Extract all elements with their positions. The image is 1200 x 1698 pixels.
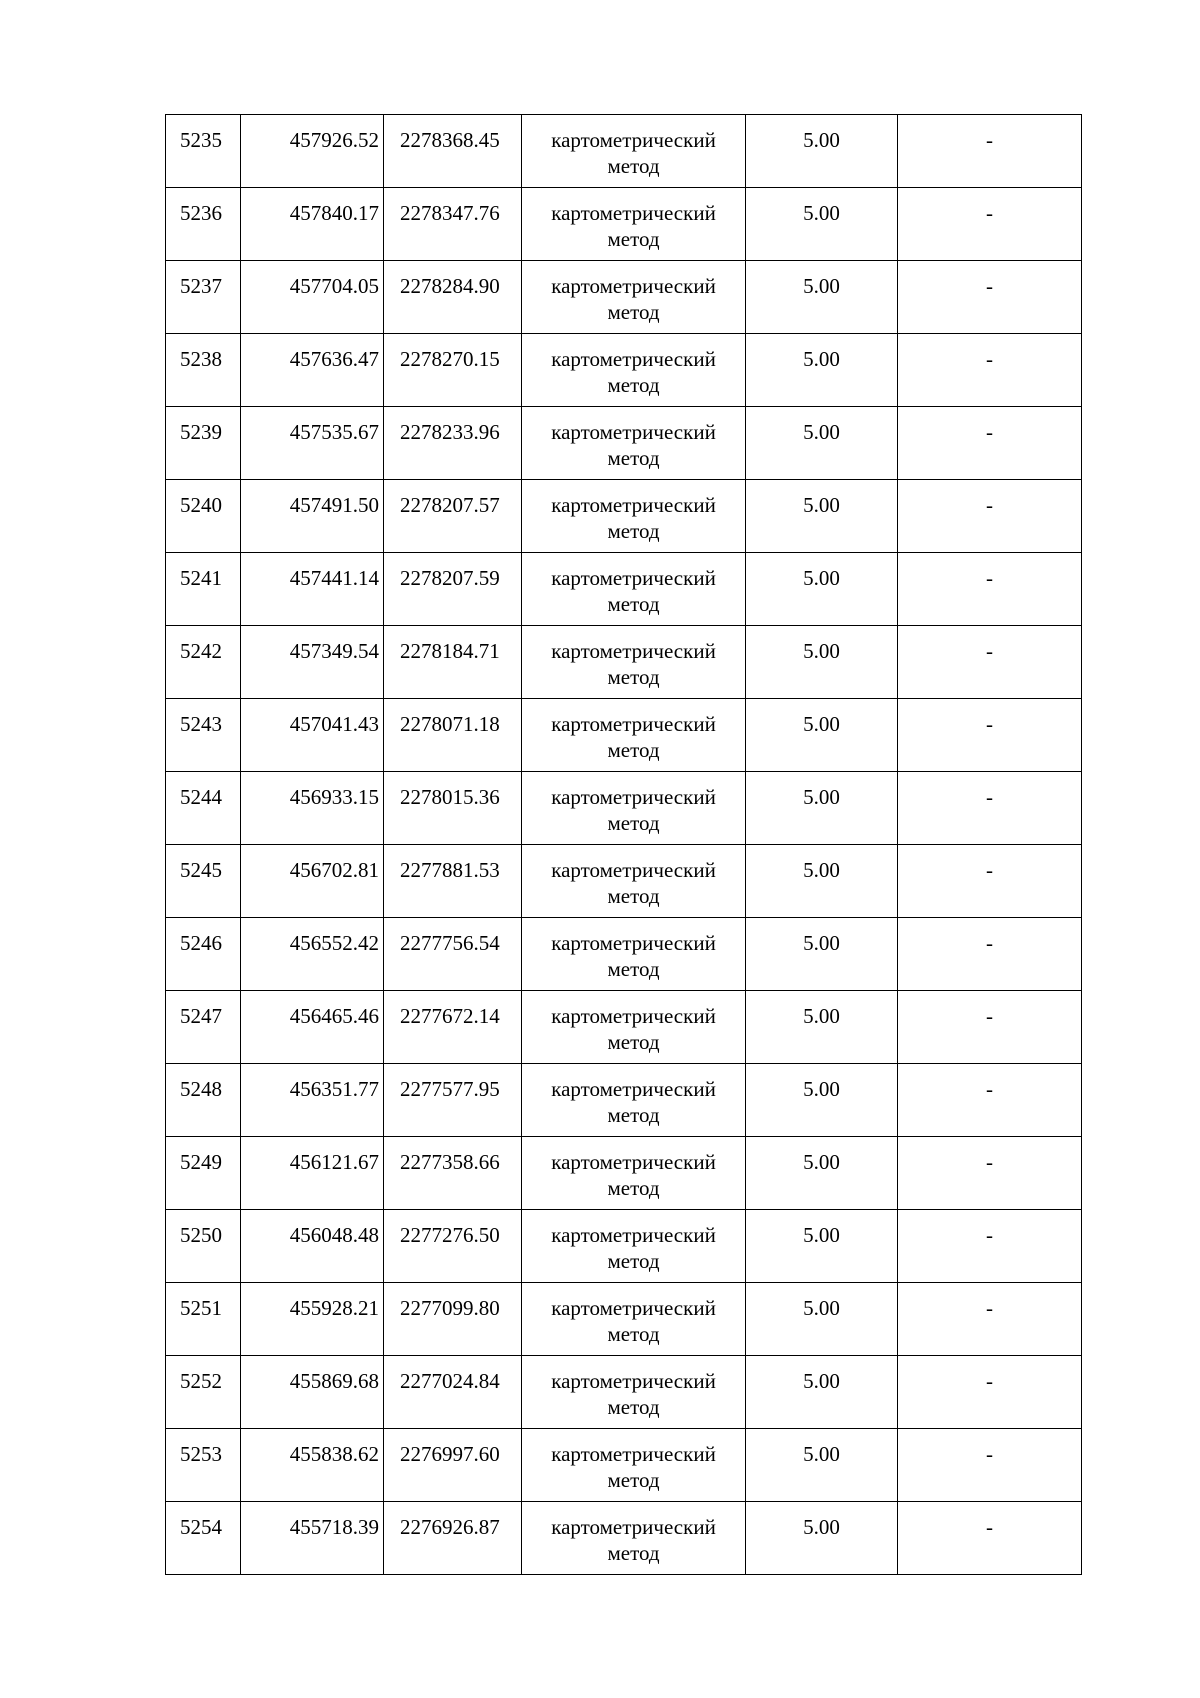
point-number-cell: 5249: [166, 1137, 241, 1210]
method-line-2: метод: [607, 665, 660, 689]
method-line-1: картометрический: [551, 639, 716, 663]
method-line-2: метод: [607, 300, 660, 324]
description-cell: -: [898, 1502, 1082, 1575]
table-row: [166, 115, 1082, 188]
description-cell: -: [898, 334, 1082, 407]
point-number-cell: 5238: [166, 334, 241, 407]
table-row: [166, 334, 1082, 407]
method-line-2: метод: [607, 1541, 660, 1565]
point-number-cell: 5254: [166, 1502, 241, 1575]
method-line-1: картометрический: [551, 1223, 716, 1247]
method-line-2: метод: [607, 1103, 660, 1127]
method-line-1: картометрический: [551, 1150, 716, 1174]
table-row: [166, 699, 1082, 772]
method-cell: [522, 1283, 746, 1356]
y-coordinate-cell: 2277881.53: [384, 845, 522, 918]
method-line-1: картометрический: [551, 566, 716, 590]
method-line-1: картометрический: [551, 274, 716, 298]
method-cell: [522, 261, 746, 334]
point-number-cell: 5243: [166, 699, 241, 772]
method-line-1: картометрический: [551, 931, 716, 955]
point-number-cell: 5240: [166, 480, 241, 553]
y-coordinate-cell: 2278233.96: [384, 407, 522, 480]
method-line-2: метод: [607, 227, 660, 251]
x-coordinate-cell: 455869.68: [241, 1356, 384, 1429]
accuracy-cell: 5.00: [746, 772, 898, 845]
method-line-1: картометрический: [551, 1077, 716, 1101]
method-line-1: картометрический: [551, 785, 716, 809]
accuracy-cell: 5.00: [746, 553, 898, 626]
point-number-cell: 5247: [166, 991, 241, 1064]
table-row: [166, 991, 1082, 1064]
accuracy-cell: 5.00: [746, 480, 898, 553]
table-row: [166, 188, 1082, 261]
method-cell: [522, 115, 746, 188]
y-coordinate-cell: 2278270.15: [384, 334, 522, 407]
accuracy-cell: 5.00: [746, 261, 898, 334]
method-line-1: картометрический: [551, 1442, 716, 1466]
method-cell: [522, 1210, 746, 1283]
point-number-cell: 5251: [166, 1283, 241, 1356]
accuracy-cell: 5.00: [746, 991, 898, 1064]
x-coordinate-cell: 455928.21: [241, 1283, 384, 1356]
method-line-2: метод: [607, 592, 660, 616]
point-number-cell: 5239: [166, 407, 241, 480]
point-number-cell: 5246: [166, 918, 241, 991]
x-coordinate-cell: 456121.67: [241, 1137, 384, 1210]
x-coordinate-cell: 457441.14: [241, 553, 384, 626]
y-coordinate-cell: 2278368.45: [384, 115, 522, 188]
table-row: [166, 407, 1082, 480]
description-cell: -: [898, 918, 1082, 991]
y-coordinate-cell: 2277672.14: [384, 991, 522, 1064]
method-line-2: метод: [607, 373, 660, 397]
method-cell: [522, 626, 746, 699]
method-line-1: картометрический: [551, 858, 716, 882]
method-cell: [522, 188, 746, 261]
table-row: [166, 772, 1082, 845]
method-line-2: метод: [607, 1249, 660, 1273]
accuracy-cell: 5.00: [746, 1210, 898, 1283]
x-coordinate-cell: 456702.81: [241, 845, 384, 918]
method-line-2: метод: [607, 811, 660, 835]
description-cell: -: [898, 845, 1082, 918]
y-coordinate-cell: 2277024.84: [384, 1356, 522, 1429]
method-cell: [522, 1502, 746, 1575]
y-coordinate-cell: 2278071.18: [384, 699, 522, 772]
table-row: [166, 1283, 1082, 1356]
x-coordinate-cell: 457926.52: [241, 115, 384, 188]
table-row: [166, 1429, 1082, 1502]
x-coordinate-cell: 456465.46: [241, 991, 384, 1064]
description-cell: -: [898, 1064, 1082, 1137]
y-coordinate-cell: 2278207.57: [384, 480, 522, 553]
method-cell: [522, 699, 746, 772]
table-row: [166, 918, 1082, 991]
accuracy-cell: 5.00: [746, 699, 898, 772]
y-coordinate-cell: 2278284.90: [384, 261, 522, 334]
accuracy-cell: 5.00: [746, 1064, 898, 1137]
method-line-2: метод: [607, 884, 660, 908]
accuracy-cell: 5.00: [746, 407, 898, 480]
description-cell: -: [898, 115, 1082, 188]
method-line-1: картометрический: [551, 1369, 716, 1393]
y-coordinate-cell: 2277577.95: [384, 1064, 522, 1137]
description-cell: -: [898, 772, 1082, 845]
x-coordinate-cell: 456351.77: [241, 1064, 384, 1137]
method-line-1: картометрический: [551, 128, 716, 152]
method-line-2: метод: [607, 738, 660, 762]
x-coordinate-cell: 455718.39: [241, 1502, 384, 1575]
table-row: [166, 1210, 1082, 1283]
point-number-cell: 5245: [166, 845, 241, 918]
table-row: [166, 1356, 1082, 1429]
description-cell: -: [898, 1137, 1082, 1210]
description-cell: -: [898, 1210, 1082, 1283]
table-row: [166, 480, 1082, 553]
y-coordinate-cell: 2277099.80: [384, 1283, 522, 1356]
accuracy-cell: 5.00: [746, 845, 898, 918]
method-line-2: метод: [607, 1468, 660, 1492]
method-line-1: картометрический: [551, 1515, 716, 1539]
accuracy-cell: 5.00: [746, 115, 898, 188]
method-line-2: метод: [607, 154, 660, 178]
point-number-cell: 5237: [166, 261, 241, 334]
point-number-cell: 5244: [166, 772, 241, 845]
method-cell: [522, 553, 746, 626]
method-line-1: картометрический: [551, 1004, 716, 1028]
coordinates-table: [165, 114, 1082, 1575]
method-cell: [522, 772, 746, 845]
method-line-2: метод: [607, 1395, 660, 1419]
method-line-2: метод: [607, 1322, 660, 1346]
method-line-1: картометрический: [551, 420, 716, 444]
accuracy-cell: 5.00: [746, 918, 898, 991]
method-cell: [522, 845, 746, 918]
method-cell: [522, 407, 746, 480]
table-row: [166, 845, 1082, 918]
y-coordinate-cell: 2277756.54: [384, 918, 522, 991]
x-coordinate-cell: 457704.05: [241, 261, 384, 334]
description-cell: -: [898, 1429, 1082, 1502]
x-coordinate-cell: 457349.54: [241, 626, 384, 699]
method-line-2: метод: [607, 957, 660, 981]
method-cell: [522, 1429, 746, 1502]
accuracy-cell: 5.00: [746, 626, 898, 699]
point-number-cell: 5252: [166, 1356, 241, 1429]
coordinates-table-body: [166, 115, 1082, 1575]
y-coordinate-cell: 2276926.87: [384, 1502, 522, 1575]
x-coordinate-cell: 457840.17: [241, 188, 384, 261]
method-line-2: метод: [607, 519, 660, 543]
y-coordinate-cell: 2278207.59: [384, 553, 522, 626]
y-coordinate-cell: 2278184.71: [384, 626, 522, 699]
description-cell: -: [898, 407, 1082, 480]
point-number-cell: 5235: [166, 115, 241, 188]
table-row: [166, 1137, 1082, 1210]
method-line-1: картометрический: [551, 493, 716, 517]
description-cell: -: [898, 699, 1082, 772]
method-line-1: картометрический: [551, 712, 716, 736]
description-cell: -: [898, 1356, 1082, 1429]
method-cell: [522, 1356, 746, 1429]
method-cell: [522, 1064, 746, 1137]
x-coordinate-cell: 456933.15: [241, 772, 384, 845]
x-coordinate-cell: 456552.42: [241, 918, 384, 991]
y-coordinate-cell: 2278347.76: [384, 188, 522, 261]
point-number-cell: 5241: [166, 553, 241, 626]
x-coordinate-cell: 455838.62: [241, 1429, 384, 1502]
x-coordinate-cell: 457041.43: [241, 699, 384, 772]
table-row: [166, 1502, 1082, 1575]
method-line-2: метод: [607, 1176, 660, 1200]
point-number-cell: 5248: [166, 1064, 241, 1137]
method-line-1: картометрический: [551, 347, 716, 371]
method-line-2: метод: [607, 1030, 660, 1054]
x-coordinate-cell: 457491.50: [241, 480, 384, 553]
accuracy-cell: 5.00: [746, 1356, 898, 1429]
y-coordinate-cell: 2278015.36: [384, 772, 522, 845]
point-number-cell: 5250: [166, 1210, 241, 1283]
point-number-cell: 5253: [166, 1429, 241, 1502]
accuracy-cell: 5.00: [746, 334, 898, 407]
accuracy-cell: 5.00: [746, 1429, 898, 1502]
y-coordinate-cell: 2276997.60: [384, 1429, 522, 1502]
description-cell: -: [898, 553, 1082, 626]
description-cell: -: [898, 480, 1082, 553]
method-cell: [522, 991, 746, 1064]
accuracy-cell: 5.00: [746, 188, 898, 261]
point-number-cell: 5242: [166, 626, 241, 699]
table-row: [166, 261, 1082, 334]
method-cell: [522, 334, 746, 407]
description-cell: -: [898, 261, 1082, 334]
table-row: [166, 626, 1082, 699]
table-row: [166, 553, 1082, 626]
description-cell: -: [898, 188, 1082, 261]
method-line-1: картометрический: [551, 1296, 716, 1320]
method-cell: [522, 918, 746, 991]
method-cell: [522, 480, 746, 553]
accuracy-cell: 5.00: [746, 1502, 898, 1575]
method-line-1: картометрический: [551, 201, 716, 225]
method-line-2: метод: [607, 446, 660, 470]
method-cell: [522, 1137, 746, 1210]
description-cell: -: [898, 1283, 1082, 1356]
description-cell: -: [898, 626, 1082, 699]
description-cell: -: [898, 991, 1082, 1064]
y-coordinate-cell: 2277358.66: [384, 1137, 522, 1210]
table-row: [166, 1064, 1082, 1137]
point-number-cell: 5236: [166, 188, 241, 261]
x-coordinate-cell: 457535.67: [241, 407, 384, 480]
x-coordinate-cell: 456048.48: [241, 1210, 384, 1283]
y-coordinate-cell: 2277276.50: [384, 1210, 522, 1283]
x-coordinate-cell: 457636.47: [241, 334, 384, 407]
accuracy-cell: 5.00: [746, 1283, 898, 1356]
accuracy-cell: 5.00: [746, 1137, 898, 1210]
